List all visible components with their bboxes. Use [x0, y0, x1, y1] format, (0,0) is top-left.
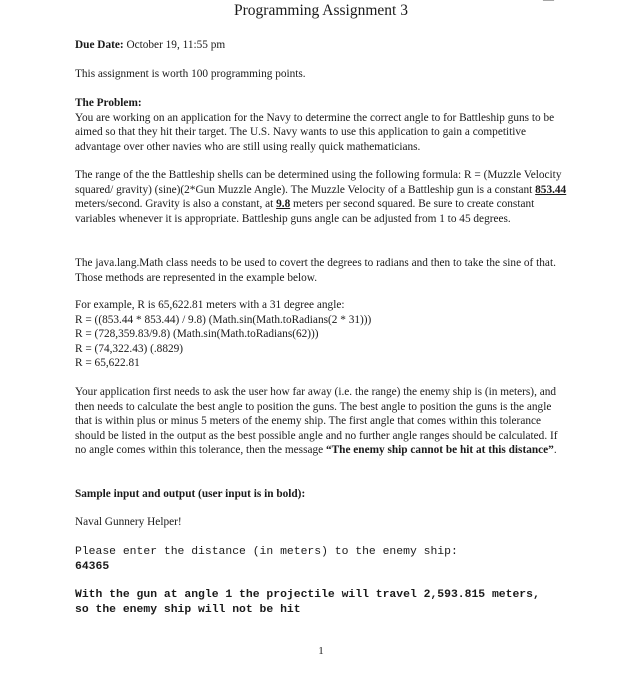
due-date-value: October 19, 11:55 pm: [123, 39, 226, 51]
due-date-label: Due Date:: [75, 39, 124, 51]
example-line: R = (728,359.83/9.8) (Math.sin(Math.toRadians(62))): [75, 328, 319, 341]
sample-output-line: With the gun at angle 1 the projectile will travel 2,593.815 meters,: [75, 589, 540, 601]
example-line: R = (74,322.43) (.8829): [75, 342, 184, 355]
sample-heading: Sample input and output (user input is in bold):: [75, 488, 306, 500]
corner-mark: —: [543, 0, 554, 6]
cannot-hit-message: “The enemy ship cannot be hit at this distance”: [325, 444, 554, 457]
sample-user-input: 64365: [75, 561, 110, 573]
example-block: [75, 298, 570, 371]
gravity-value: 9.8: [276, 198, 291, 211]
example-line: R = ((853.44 * 853.44) / 9.8) (Math.sin(Math.toRadians(2 * 31))): [75, 313, 372, 326]
application-paragraph: Your application first needs to ask the user how far away (i.e. the range) the enemy ship is (in meters), and then needs to calculate the best angle to position the guns. The best angle to position the guns is the angle that is within plus or minus 5 meters of the enemy ship. The first angle that comes within this tolerance should be listed in the output as the best possible angle and no further angle ranges should be calculated. If no angle comes within this tolerance, then the message “The enemy ship cannot be hit at this distance”.: [75, 386, 558, 457]
application-text: Your application first needs to ask the user how far away (i.e. the range) the enemy ship is (in meters), and then needs to calculate the best angle to position the guns. The best angle to position the guns is the angle that is within plus or minus 5 meters of the enemy ship. The first angle that comes within this tolerance should be listed in the output as the best possible angle and no further angle ranges should be calculated. If no angle comes within this tolerance, then the message: [75, 386, 558, 457]
range-text-3: meters per second squared. Be sure to create constant variables whenever it is appropriate. Battleship guns angle can be adjusted from 1 to 45 degrees.: [75, 198, 535, 225]
problem-heading: The Problem:: [75, 97, 142, 109]
example-line: R = 65,622.81: [75, 357, 140, 370]
problem-section: [75, 96, 570, 154]
java-math-paragraph: The java.lang.Math class needs to be used to covert the degrees to radians and then to take the sine of that. Those methods are represented in the example below.: [75, 257, 556, 284]
page-number: 1: [318, 645, 324, 657]
velocity-value: 853.44: [535, 183, 567, 196]
range-paragraph: [75, 168, 570, 226]
sample-output-line: so the enemy ship will not be hit: [75, 604, 301, 616]
sample-helper-line: Naval Gunnery Helper!: [75, 516, 182, 528]
range-text-1: The range of the the Battleship shells can be determined using the following formula: R = (Muzzle Velocity squared/ gravity) (sine)(2*Gun Muzzle Angle). The Muzzle Velocity of a Battleship gun is a constant: [75, 169, 562, 196]
problem-text: You are working on an application for the Navy to determine the correct angle to for Battleship guns to be aimed so that they hit their target. The U.S. Navy wants to use this application to gain a competitive advantage over other navies who are still using really quick mathematicians.: [75, 111, 555, 153]
example-line: For example, R is 65,622.81 meters with a 31 degree angle:: [75, 299, 345, 311]
range-text-2: meters/second. Gravity is also a constant, at: [75, 198, 277, 211]
page-title: Programming Assignment 3: [234, 2, 408, 19]
sample-prompt: Please enter the distance (in meters) to the enemy ship:: [75, 546, 458, 558]
due-date-line: [75, 38, 570, 53]
worth-line: This assignment is worth 100 programming points.: [75, 68, 306, 80]
